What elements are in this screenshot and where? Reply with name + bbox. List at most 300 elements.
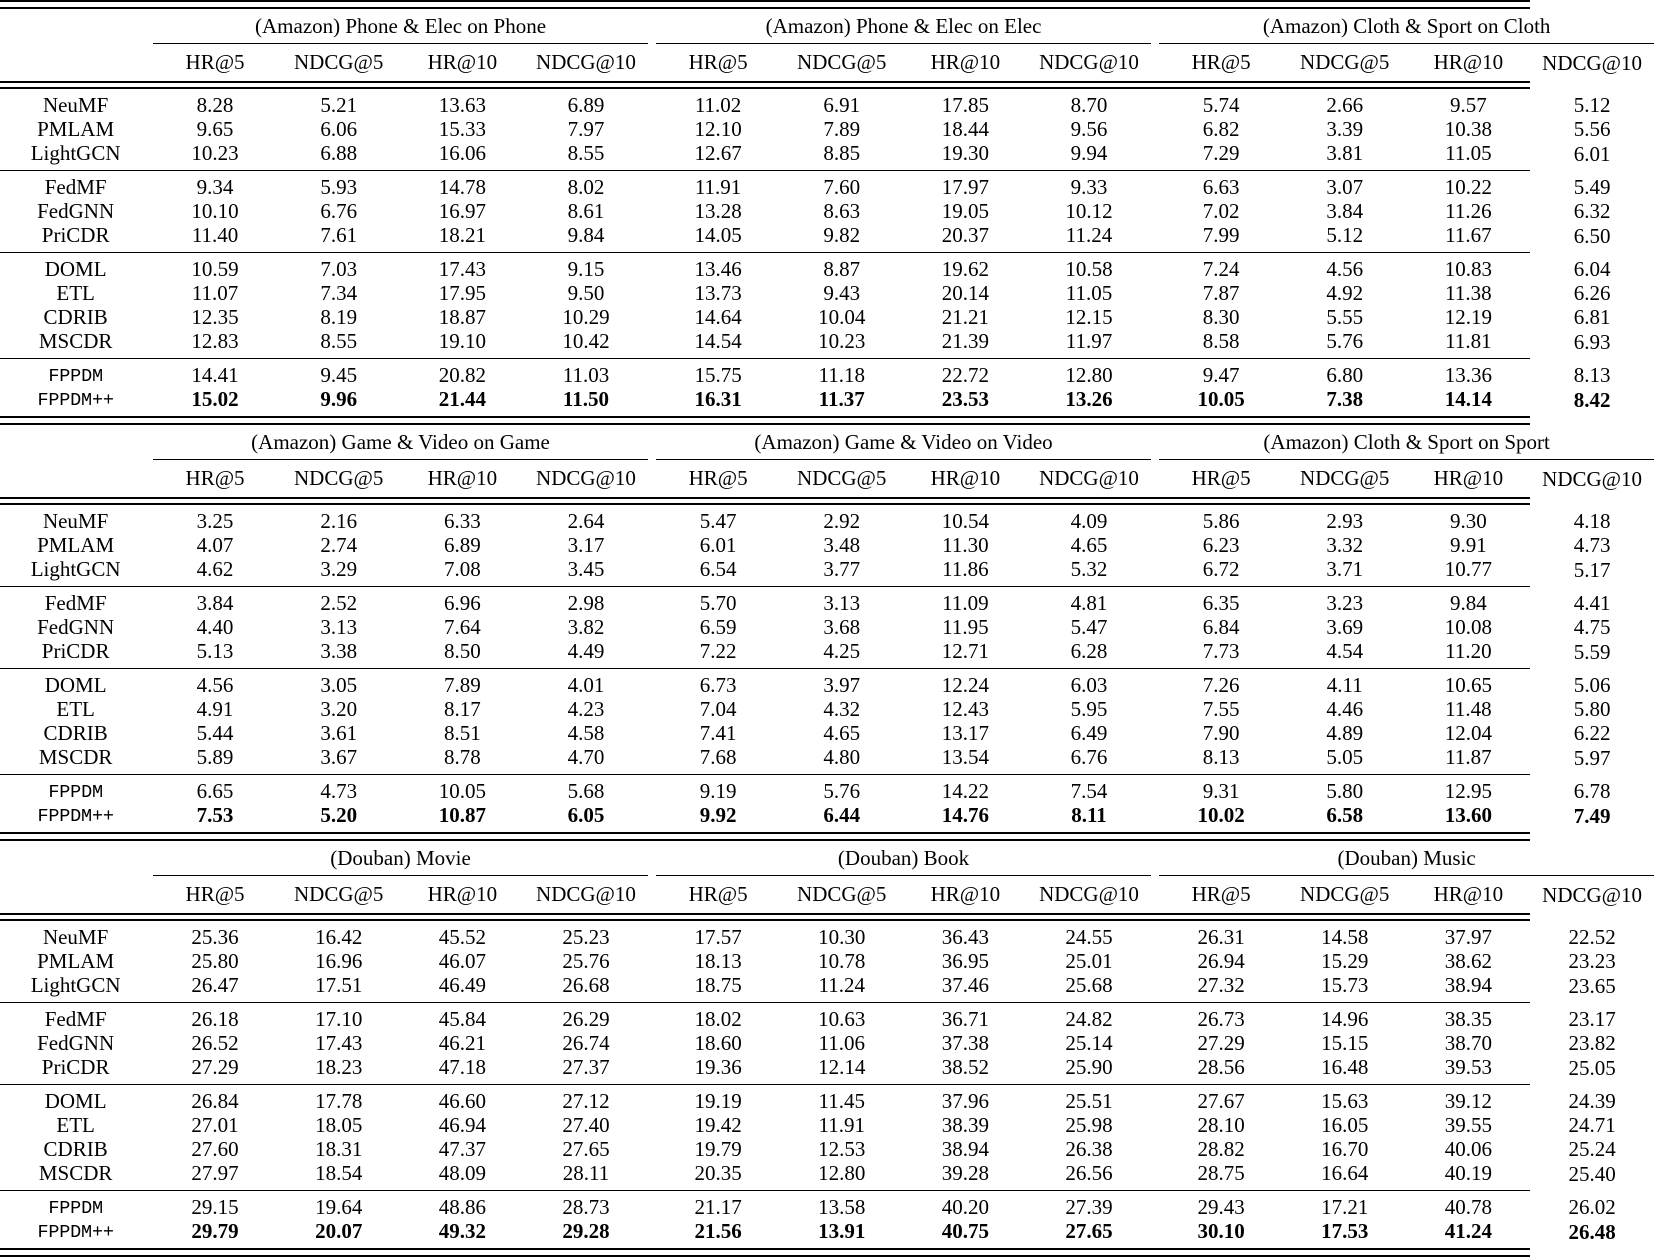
table-cell: 9.19 <box>699 779 737 803</box>
table-cell: 12.80 <box>1065 363 1113 387</box>
table-cell: 47.37 <box>438 1137 486 1161</box>
table-cell: 7.22 <box>699 639 737 663</box>
table-cell: 16.96 <box>315 949 363 973</box>
metric-header-ndcg-at-5: NDCG@5 <box>294 49 384 74</box>
table-cell: 12.83 <box>191 329 239 353</box>
table-cell: 9.91 <box>1449 533 1487 557</box>
table-cell: 23.17 <box>1568 1007 1616 1031</box>
column-gap <box>648 616 656 640</box>
table-cell: 10.22 <box>1444 175 1492 199</box>
table-cell: 18.23 <box>315 1055 363 1079</box>
column-gap <box>648 804 656 834</box>
table-cell: 13.26 <box>1065 387 1113 411</box>
table-cell: 5.05 <box>1326 745 1364 769</box>
table-cell: 27.65 <box>1065 1219 1113 1243</box>
row-model-label: LightGCN <box>30 141 121 165</box>
table-cell: 5.12 <box>1326 223 1364 247</box>
metric-header-ndcg-at-5: NDCG@5 <box>797 881 887 906</box>
row-model-label: NeuMF <box>42 93 109 117</box>
metric-header-hr-at-5: HR@5 <box>1191 881 1251 906</box>
row-model-label: LightGCN <box>30 557 121 581</box>
table-cell: 6.49 <box>1070 721 1108 745</box>
column-gap <box>1151 722 1159 746</box>
row-model-label: ETL <box>56 1113 95 1137</box>
table-cell: 3.29 <box>320 557 358 581</box>
table-cell: 17.51 <box>315 973 363 997</box>
column-gap <box>648 253 656 282</box>
table-cell: 5.56 <box>1573 117 1611 141</box>
table-row <box>0 534 1654 558</box>
row-model-label: NeuMF <box>42 925 109 949</box>
column-gap <box>1151 359 1159 388</box>
table-cell: 11.09 <box>942 591 989 615</box>
table-row <box>0 504 1654 534</box>
table-cell: 12.14 <box>818 1055 866 1079</box>
table-cell: 3.07 <box>1326 175 1364 199</box>
column-gap <box>648 722 656 746</box>
table-cell: 18.13 <box>694 949 742 973</box>
table-cell: 46.21 <box>438 1031 486 1055</box>
table-cell: 25.05 <box>1568 1055 1616 1080</box>
table-cell: 5.06 <box>1573 673 1611 697</box>
table-cell: 48.86 <box>438 1195 486 1219</box>
table-cell: 5.49 <box>1573 175 1611 199</box>
table-cell: 7.73 <box>1202 639 1240 663</box>
table-cell: 7.60 <box>823 175 861 199</box>
table-cell: 11.06 <box>818 1031 865 1055</box>
table-row <box>0 804 1654 834</box>
table-rule-double <box>0 1249 1654 1256</box>
metric-header-ndcg-at-5: NDCG@5 <box>797 465 887 490</box>
column-gap <box>648 282 656 306</box>
table-cell: 6.88 <box>320 141 358 165</box>
table-cell: 4.01 <box>567 673 605 697</box>
table-row <box>0 722 1654 746</box>
row-model-label: PMLAM <box>37 949 115 973</box>
table-cell: 24.39 <box>1568 1089 1616 1113</box>
table-cell: 17.97 <box>941 175 989 199</box>
table-cell: 3.05 <box>320 673 358 697</box>
group-title: (Amazon) Game & Video on Video <box>754 429 1053 454</box>
table-cell: 12.04 <box>1444 721 1492 745</box>
group-title-rowlabel-empty <box>0 424 153 459</box>
table-cell: 40.19 <box>1444 1161 1492 1185</box>
table-cell: 24.71 <box>1568 1113 1616 1137</box>
table-cell: 23.23 <box>1568 949 1616 973</box>
table-cell: 17.85 <box>941 93 989 117</box>
table-cell: 3.25 <box>196 509 234 533</box>
table-cell: 18.75 <box>694 973 742 997</box>
table-cell: 13.36 <box>1444 363 1492 387</box>
table-cell: 7.99 <box>1202 223 1240 247</box>
table-cell: 46.49 <box>438 973 486 997</box>
column-gap <box>648 1003 656 1032</box>
table-cell: 7.08 <box>443 557 481 581</box>
column-gap <box>1151 282 1159 306</box>
column-gap <box>648 8 656 43</box>
table-cell: 19.10 <box>438 329 486 353</box>
table-cell: 6.76 <box>1070 745 1108 769</box>
table-cell: 13.63 <box>438 93 486 117</box>
table-cell: 3.61 <box>320 721 358 745</box>
table-cell: 6.96 <box>443 591 481 615</box>
table-cell: 6.80 <box>1326 363 1364 387</box>
table-cell: 6.23 <box>1202 533 1240 557</box>
table-cell: 11.45 <box>818 1089 865 1113</box>
table-cell: 15.63 <box>1321 1089 1369 1113</box>
table-cell: 7.29 <box>1202 141 1240 165</box>
table-cell: 27.29 <box>1197 1031 1245 1055</box>
column-gap <box>1151 698 1159 722</box>
table-cell: 13.17 <box>941 721 989 745</box>
column-gap <box>648 534 656 558</box>
table-cell: 6.44 <box>823 803 861 827</box>
table-cell: 4.40 <box>196 615 234 639</box>
table-cell: 17.21 <box>1321 1195 1369 1219</box>
table-cell: 7.87 <box>1202 281 1240 305</box>
table-cell: 6.78 <box>1573 779 1611 803</box>
table-cell: 3.81 <box>1326 141 1364 165</box>
column-gap <box>1151 840 1159 875</box>
table-row <box>0 1003 1654 1032</box>
table-cell: 14.64 <box>694 305 742 329</box>
table-cell: 7.61 <box>320 223 358 247</box>
table-cell: 18.60 <box>694 1031 742 1055</box>
table-cell: 5.59 <box>1573 639 1611 664</box>
table-cell: 4.58 <box>567 721 605 745</box>
column-gap <box>1151 950 1159 974</box>
table-cell: 27.29 <box>191 1055 239 1079</box>
column-gap <box>648 1162 656 1191</box>
table-cell: 27.65 <box>562 1137 610 1161</box>
table-cell: 9.45 <box>320 363 358 387</box>
table-cell: 10.63 <box>818 1007 866 1031</box>
table-cell: 17.78 <box>315 1089 363 1113</box>
row-model-label: PriCDR <box>41 1055 110 1079</box>
table-cell: 3.38 <box>320 639 358 663</box>
table-cell: 10.23 <box>818 329 866 353</box>
table-cell: 6.04 <box>1573 257 1611 281</box>
table-cell: 37.38 <box>941 1031 989 1055</box>
table-row <box>0 224 1654 253</box>
table-cell: 12.10 <box>694 117 742 141</box>
metric-header-hr-at-10: HR@10 <box>427 49 498 74</box>
table-cell: 29.79 <box>191 1219 239 1243</box>
column-gap <box>1151 224 1159 253</box>
metric-header-row <box>0 459 1654 498</box>
table-cell: 4.11 <box>1326 673 1363 697</box>
group-title-row <box>0 840 1654 875</box>
table-cell: 12.19 <box>1444 305 1492 329</box>
column-gap <box>648 330 656 359</box>
table-cell: 19.79 <box>694 1137 742 1161</box>
table-cell: 25.68 <box>1065 973 1113 997</box>
table-cell: 11.81 <box>1445 329 1492 353</box>
row-model-label: PriCDR <box>41 223 110 247</box>
table-cell: 5.93 <box>320 175 358 199</box>
table-cell: 6.54 <box>699 557 737 581</box>
table-row <box>0 388 1654 418</box>
table-cell: 8.13 <box>1573 363 1611 387</box>
table-cell: 25.51 <box>1065 1089 1113 1113</box>
table-cell: 4.23 <box>567 697 605 721</box>
table-cell: 4.62 <box>196 557 234 581</box>
table-cell: 26.38 <box>1065 1137 1113 1161</box>
table-cell: 8.50 <box>443 639 481 663</box>
table-cell: 26.73 <box>1197 1007 1245 1031</box>
table-cell: 4.56 <box>1326 257 1364 281</box>
table-cell: 10.05 <box>438 779 486 803</box>
column-gap <box>648 587 656 616</box>
table-cell: 21.44 <box>438 387 486 411</box>
table-cell: 11.03 <box>562 363 610 387</box>
table-cell: 5.95 <box>1070 697 1108 721</box>
table-cell: 7.38 <box>1326 387 1364 411</box>
table-cell: 27.32 <box>1197 973 1245 997</box>
table-cell: 10.58 <box>1065 257 1113 281</box>
table-cell: 6.89 <box>567 93 605 117</box>
table-cell: 5.80 <box>1326 779 1364 803</box>
table-cell: 11.48 <box>1445 697 1492 721</box>
table-cell: 22.72 <box>941 363 989 387</box>
table-row <box>0 558 1654 587</box>
column-gap <box>1151 920 1159 950</box>
table-cell: 7.64 <box>443 615 481 639</box>
table-cell: 12.67 <box>694 141 742 165</box>
table-cell: 6.33 <box>443 509 481 533</box>
table-cell: 8.11 <box>1071 803 1107 827</box>
table-cell: 24.82 <box>1065 1007 1113 1031</box>
table-cell: 25.01 <box>1065 949 1113 973</box>
table-cell: 36.43 <box>941 925 989 949</box>
column-gap <box>1151 424 1159 459</box>
table-cell: 46.94 <box>438 1113 486 1137</box>
table-cell: 11.24 <box>1065 223 1113 247</box>
table-cell: 4.91 <box>196 697 234 721</box>
table-cell: 7.26 <box>1202 673 1240 697</box>
table-cell: 40.20 <box>941 1195 989 1219</box>
metric-header-hr-at-10: HR@10 <box>1433 465 1504 490</box>
table-cell: 46.07 <box>438 949 486 973</box>
table-cell: 2.66 <box>1326 93 1364 117</box>
column-gap <box>648 1138 656 1162</box>
table-cell: 11.18 <box>818 363 865 387</box>
column-gap <box>1151 1003 1159 1032</box>
column-gap <box>648 1220 656 1250</box>
table-cell: 7.04 <box>699 697 737 721</box>
column-gap <box>1151 534 1159 558</box>
table-cell: 11.07 <box>191 281 239 305</box>
group-title: (Amazon) Game & Video on Game <box>251 429 550 454</box>
table-cell: 2.93 <box>1326 509 1364 533</box>
table-cell: 9.82 <box>823 223 861 247</box>
metric-header-hr-at-5: HR@5 <box>688 881 748 906</box>
column-gap <box>648 118 656 142</box>
table-cell: 9.96 <box>320 387 358 411</box>
row-model-label: FedMF <box>44 175 107 199</box>
table-cell: 47.18 <box>438 1055 486 1079</box>
metric-header-hr-at-5: HR@5 <box>1191 465 1251 490</box>
table-row <box>0 306 1654 330</box>
table-cell: 10.29 <box>562 305 610 329</box>
table-cell: 26.02 <box>1568 1195 1616 1219</box>
table-cell: 4.70 <box>567 745 605 769</box>
column-gap <box>1151 1138 1159 1162</box>
table-cell: 36.95 <box>941 949 989 973</box>
table-cell: 13.58 <box>818 1195 866 1219</box>
column-gap <box>648 875 656 914</box>
row-model-label: PMLAM <box>37 533 115 557</box>
table-row <box>0 950 1654 974</box>
table-cell: 27.67 <box>1197 1089 1245 1113</box>
table-cell: 12.95 <box>1444 779 1492 803</box>
table-cell: 17.95 <box>438 281 486 305</box>
table-cell: 23.53 <box>941 387 989 411</box>
column-gap <box>648 974 656 1003</box>
table-cell: 5.86 <box>1202 509 1240 533</box>
metric-header-ndcg-at-10: NDCG@10 <box>536 881 636 906</box>
column-gap <box>1151 587 1159 616</box>
table-cell: 40.78 <box>1444 1195 1492 1219</box>
column-gap <box>648 1114 656 1138</box>
column-gap <box>648 88 656 118</box>
table-cell: 6.35 <box>1202 591 1240 615</box>
table-cell: 21.39 <box>941 329 989 353</box>
metric-header-hr-at-10: HR@10 <box>1433 49 1504 74</box>
table-cell: 39.53 <box>1444 1055 1492 1079</box>
table-cell: 16.42 <box>315 925 363 949</box>
table-cell: 19.36 <box>694 1055 742 1079</box>
row-model-label: DOML <box>44 673 107 697</box>
table-cell: 4.46 <box>1326 697 1364 721</box>
table-cell: 9.84 <box>567 223 605 247</box>
table-row <box>0 1032 1654 1056</box>
table-cell: 10.05 <box>1197 387 1245 411</box>
table-cell: 15.75 <box>694 363 742 387</box>
table-cell: 11.91 <box>818 1113 865 1137</box>
metric-header-ndcg-at-5: NDCG@5 <box>1300 465 1390 490</box>
table-cell: 26.68 <box>562 973 610 997</box>
table-cell: 10.78 <box>818 949 866 973</box>
column-gap <box>1151 118 1159 142</box>
table-cell: 11.20 <box>1445 639 1492 663</box>
column-gap <box>648 1191 656 1220</box>
table-cell: 6.26 <box>1573 281 1611 305</box>
table-cell: 5.76 <box>1326 329 1364 353</box>
table-cell: 10.42 <box>562 329 610 353</box>
table-cell: 3.82 <box>567 615 605 639</box>
column-gap <box>1151 616 1159 640</box>
table-cell: 6.01 <box>699 533 737 557</box>
table-cell: 29.43 <box>1197 1195 1245 1219</box>
column-gap <box>648 224 656 253</box>
table-cell: 15.73 <box>1321 973 1369 997</box>
table-cell: 16.70 <box>1321 1137 1369 1161</box>
table-cell: 3.20 <box>320 697 358 721</box>
metric-header-ndcg-at-5: NDCG@5 <box>797 49 887 74</box>
table-cell: 3.45 <box>567 557 605 581</box>
table-cell: 10.59 <box>191 257 239 281</box>
table-row <box>0 118 1654 142</box>
table-cell: 26.29 <box>562 1007 610 1031</box>
table-row <box>0 1162 1654 1191</box>
table-cell: 41.24 <box>1444 1219 1492 1243</box>
row-model-label: MSCDR <box>38 745 113 769</box>
table-row <box>0 171 1654 200</box>
table-cell: 3.23 <box>1326 591 1364 615</box>
metric-header-ndcg-at-5: NDCG@5 <box>1300 49 1390 74</box>
table-cell: 9.33 <box>1070 175 1108 199</box>
table-cell: 9.50 <box>567 281 605 305</box>
table-cell: 11.87 <box>1445 745 1492 769</box>
column-gap <box>648 424 656 459</box>
table-cell: 6.76 <box>320 199 358 223</box>
table-cell: 26.18 <box>191 1007 239 1031</box>
table-cell: 20.35 <box>694 1161 742 1185</box>
table-cell: 11.24 <box>818 973 865 997</box>
column-gap <box>1151 974 1159 1003</box>
table-cell: 19.05 <box>941 199 989 223</box>
metric-header-ndcg-at-10: NDCG@10 <box>1039 465 1139 490</box>
table-cell: 5.44 <box>196 721 234 745</box>
table-row <box>0 616 1654 640</box>
column-gap <box>1151 142 1159 171</box>
table-cell: 5.12 <box>1573 93 1611 117</box>
metric-header-ndcg-at-10: NDCG@10 <box>1039 881 1139 906</box>
column-gap <box>648 558 656 587</box>
table-cell: 48.09 <box>438 1161 486 1185</box>
table-cell: 10.04 <box>818 305 866 329</box>
table-cell: 17.43 <box>315 1031 363 1055</box>
column-gap <box>648 698 656 722</box>
table-cell: 14.14 <box>1444 387 1492 411</box>
table-cell: 10.08 <box>1444 615 1492 639</box>
table-cell: 12.80 <box>818 1161 866 1185</box>
column-gap <box>648 142 656 171</box>
table-cell: 20.37 <box>941 223 989 247</box>
row-model-label: FedGNN <box>37 1031 115 1055</box>
table-cell: 15.15 <box>1321 1031 1369 1055</box>
table-cell: 4.09 <box>1070 509 1108 533</box>
table-cell: 18.31 <box>315 1137 363 1161</box>
table-cell: 4.18 <box>1573 509 1611 533</box>
column-gap <box>1151 253 1159 282</box>
row-model-label: FPPDM <box>48 1197 103 1219</box>
row-model-label: FedMF <box>44 591 107 615</box>
table-cell: 25.40 <box>1568 1161 1616 1186</box>
table-cell: 11.02 <box>694 93 742 117</box>
column-gap <box>1151 1085 1159 1114</box>
table-cell: 25.98 <box>1065 1113 1113 1137</box>
table-cell: 10.87 <box>438 803 486 827</box>
table-cell: 6.63 <box>1202 175 1240 199</box>
table-cell: 17.10 <box>315 1007 363 1031</box>
table-row <box>0 282 1654 306</box>
row-model-label: FedMF <box>44 1007 107 1031</box>
table-cell: 15.33 <box>438 117 486 141</box>
table-cell: 4.73 <box>320 779 358 803</box>
table-cell: 39.28 <box>941 1161 989 1185</box>
table-cell: 38.94 <box>1444 973 1492 997</box>
table-cell: 9.84 <box>1449 591 1487 615</box>
table-cell: 8.70 <box>1070 93 1108 117</box>
table-cell: 16.97 <box>438 199 486 223</box>
table-cell: 4.25 <box>823 639 861 663</box>
table-cell: 6.28 <box>1070 639 1108 663</box>
table-cell: 27.01 <box>191 1113 239 1137</box>
table-cell: 5.80 <box>1573 697 1611 721</box>
table-cell: 14.76 <box>941 803 989 827</box>
